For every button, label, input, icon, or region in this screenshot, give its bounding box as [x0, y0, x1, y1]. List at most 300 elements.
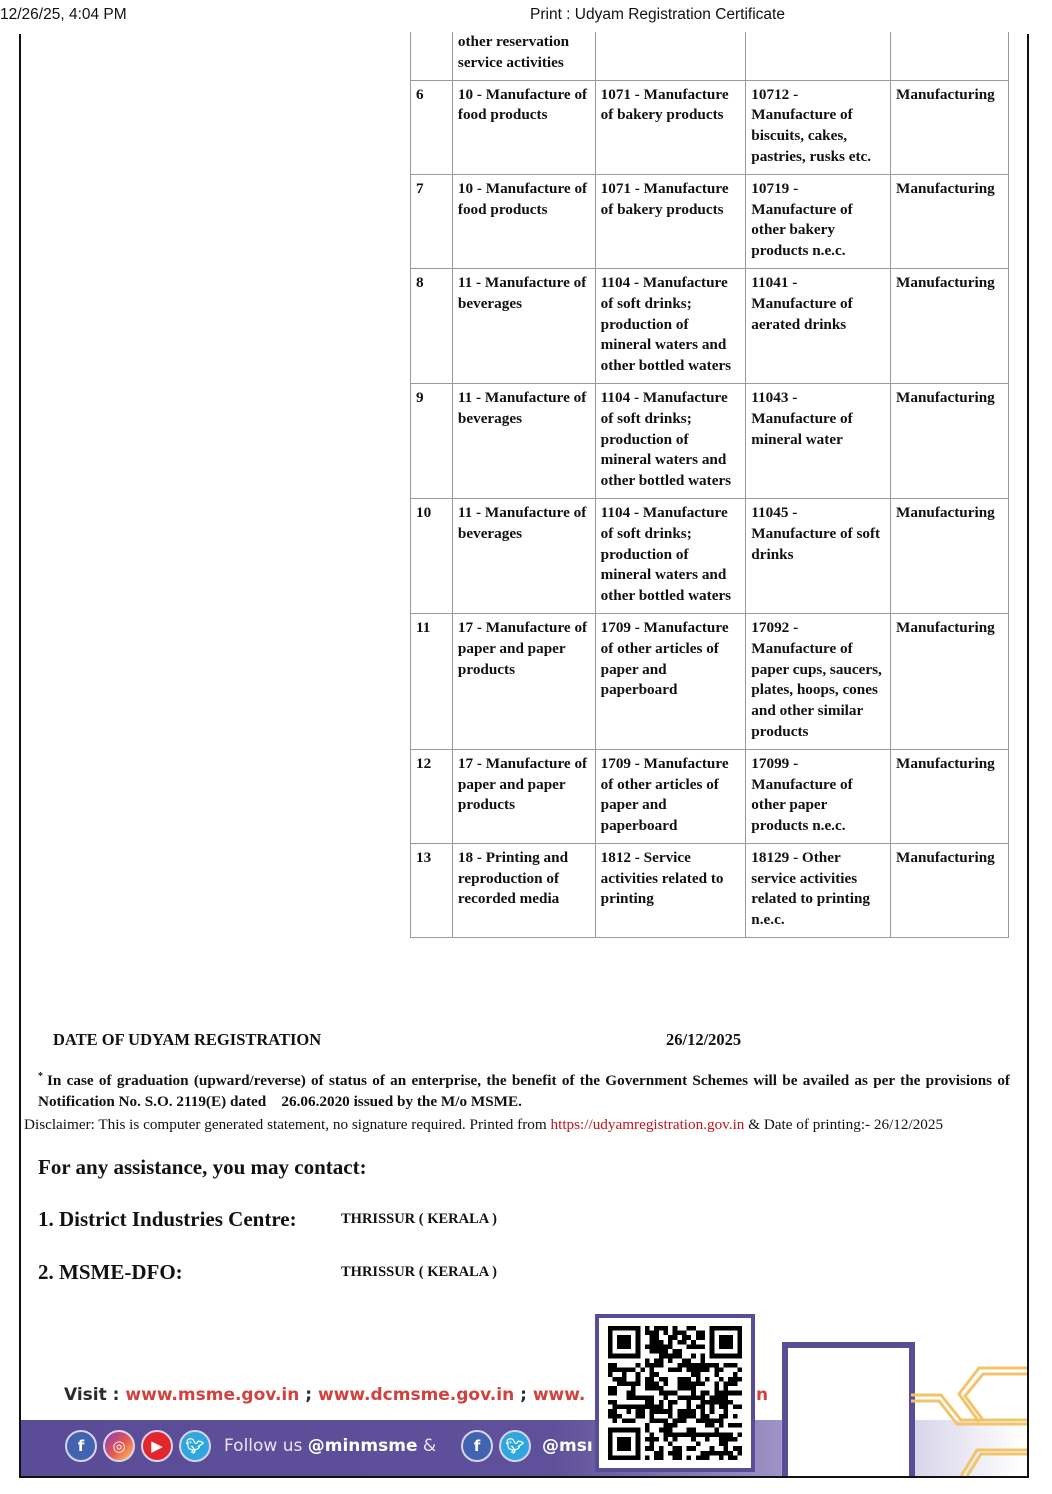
qr-module	[631, 1395, 636, 1400]
table-row	[411, 174, 1009, 268]
qr-module	[696, 1335, 701, 1340]
cell-nic-5-digit: 11041 - Manufacture of aerated drinks	[746, 268, 891, 383]
qr-module	[673, 1354, 678, 1359]
qr-module	[728, 1381, 733, 1386]
qr-module	[677, 1363, 682, 1368]
qr-module	[696, 1455, 701, 1460]
qr-module	[719, 1423, 724, 1428]
qr-module	[700, 1335, 705, 1340]
third-link-tail: n	[756, 1385, 769, 1405]
qr-module	[700, 1451, 705, 1456]
qr-module	[696, 1363, 701, 1368]
cell-sno: 8	[411, 268, 453, 383]
cell-nic-2-digit: 10 - Manufacture of food products	[452, 174, 595, 268]
contact-value: THRISSUR ( KERALA )	[341, 1211, 497, 1227]
qr-module	[733, 1377, 738, 1382]
qr-module	[659, 1428, 664, 1433]
qr-module	[696, 1372, 701, 1377]
qr-module	[608, 1372, 613, 1377]
qr-module	[691, 1437, 696, 1442]
qr-module	[636, 1405, 641, 1410]
qr-module	[640, 1414, 645, 1419]
qr-module	[650, 1400, 655, 1405]
qr-module	[654, 1381, 659, 1386]
qr-module	[710, 1405, 715, 1410]
qr-module	[719, 1395, 724, 1400]
qr-module	[733, 1455, 738, 1460]
qr-module	[677, 1395, 682, 1400]
qr-module	[613, 1391, 618, 1396]
qr-module	[613, 1386, 618, 1391]
qr-module	[668, 1405, 673, 1410]
qr-module	[700, 1395, 705, 1400]
qr-module	[700, 1331, 705, 1336]
cell-activity: Manufacturing	[891, 383, 1009, 498]
qr-module	[687, 1414, 692, 1419]
qr-module	[682, 1395, 687, 1400]
qr-module	[617, 1405, 622, 1410]
table-row	[411, 268, 1009, 383]
qr-module	[608, 1409, 613, 1414]
qr-module	[710, 1446, 715, 1451]
qr-module	[687, 1368, 692, 1373]
qr-module	[626, 1395, 631, 1400]
qr-module	[724, 1386, 729, 1391]
qr-module	[705, 1363, 710, 1368]
qr-module	[663, 1354, 668, 1359]
qr-module	[659, 1340, 664, 1345]
follow-prefix: Follow us	[224, 1436, 308, 1456]
qr-module	[636, 1363, 641, 1368]
qr-module	[650, 1386, 655, 1391]
qr-module	[714, 1372, 719, 1377]
qr-module	[737, 1423, 742, 1428]
youtube-icon[interactable]: ▶	[141, 1430, 173, 1462]
table-row	[411, 498, 1009, 613]
handle-second[interactable]: @msı	[542, 1436, 593, 1456]
qr-module	[663, 1418, 668, 1423]
disclaimer-prefix: Disclaimer: This is computer generated statement, no signature required. Printed from	[24, 1116, 551, 1133]
twitter-icon[interactable]: 🐦︎	[499, 1430, 531, 1462]
cell-activity: Manufacturing	[891, 843, 1009, 937]
note-text: In case of graduation (upward/reverse) of status of an enterprise, the benefit of the Government Schemes will be availed as per the provisions of Notification No. S.O. 2119(E) dated 26.06.2020 issued by the M/o MSME.	[38, 1072, 1010, 1110]
cell-activity: Manufacturing	[891, 498, 1009, 613]
qr-module	[677, 1331, 682, 1336]
cell-nic-4-digit: 1071 - Manufacture of bakery products	[595, 80, 746, 174]
qr-module	[677, 1409, 682, 1414]
qr-module	[687, 1400, 692, 1405]
qr-module	[677, 1446, 682, 1451]
qr-module	[677, 1349, 682, 1354]
qr-module	[696, 1395, 701, 1400]
qr-module	[622, 1377, 627, 1382]
qr-module	[636, 1377, 641, 1382]
cell-nic-5-digit: 11043 - Manufacture of mineral water	[746, 383, 891, 498]
qr-module	[714, 1395, 719, 1400]
qr-module	[668, 1368, 673, 1373]
qr-module	[677, 1451, 682, 1456]
cell-nic-2-digit: 10 - Manufacture of food products	[452, 80, 595, 174]
qr-module	[677, 1381, 682, 1386]
cell-nic-5-digit: 11045 - Manufacture of soft drinks	[746, 498, 891, 613]
qr-module	[728, 1391, 733, 1396]
facebook-icon[interactable]: f	[65, 1430, 97, 1462]
cell-activity: Manufacturing	[891, 268, 1009, 383]
qr-module	[654, 1344, 659, 1349]
qr-module	[663, 1432, 668, 1437]
follow-us-text	[224, 1436, 436, 1456]
qr-module	[650, 1414, 655, 1419]
qr-module	[654, 1331, 659, 1336]
qr-module	[608, 1400, 613, 1405]
qr-module	[659, 1391, 664, 1396]
qr-module	[659, 1400, 664, 1405]
qr-module	[724, 1437, 729, 1442]
qr-module	[659, 1446, 664, 1451]
table-row	[411, 80, 1009, 174]
qr-module	[687, 1409, 692, 1414]
qr-module	[663, 1423, 668, 1428]
qr-module	[705, 1432, 710, 1437]
msme-footer-banner	[21, 1310, 1027, 1476]
udyam-registration-link[interactable]: https://udyamregistration.gov.in	[550, 1116, 745, 1133]
qr-module	[645, 1405, 650, 1410]
qr-module	[728, 1432, 733, 1437]
qr-module	[719, 1451, 724, 1456]
cell-sno: 12	[411, 749, 453, 843]
qr-module	[608, 1391, 613, 1396]
qr-module	[659, 1363, 664, 1368]
qr-module	[728, 1363, 733, 1368]
qr-module	[691, 1340, 696, 1345]
qr-module	[682, 1432, 687, 1437]
qr-module	[673, 1368, 678, 1373]
cell-nic-2-digit: 17 - Manufacture of paper and paper products	[452, 749, 595, 843]
qr-module	[687, 1344, 692, 1349]
link-separator: ;	[299, 1385, 318, 1405]
qr-module	[654, 1409, 659, 1414]
qr-module	[724, 1391, 729, 1396]
contact-district-industries-centre	[38, 1207, 497, 1232]
qr-module	[631, 1391, 636, 1396]
assistance-heading: For any assistance, you may contact:	[38, 1155, 367, 1179]
instagram-icon[interactable]: ◎	[103, 1430, 135, 1462]
qr-module	[631, 1405, 636, 1410]
qr-module	[626, 1391, 631, 1396]
qr-module	[659, 1354, 664, 1359]
qr-module	[696, 1381, 701, 1386]
cell-activity: Manufacturing	[891, 613, 1009, 749]
print-title: Print : Udyam Registration Certificate	[530, 6, 785, 23]
qr-module	[719, 1442, 724, 1447]
qr-module	[636, 1372, 641, 1377]
qr-module	[719, 1377, 724, 1382]
qr-module	[724, 1405, 729, 1410]
qr-module	[705, 1414, 710, 1419]
qr-module	[710, 1400, 715, 1405]
qr-module	[691, 1432, 696, 1437]
qr-module	[668, 1391, 673, 1396]
qr-module	[696, 1442, 701, 1447]
qr-finder-pattern	[719, 1335, 733, 1349]
qr-module	[714, 1428, 719, 1433]
qr-module	[710, 1395, 715, 1400]
handle-minmsme[interactable]: @minmsme	[307, 1436, 418, 1456]
qr-module	[650, 1432, 655, 1437]
qr-module	[733, 1446, 738, 1451]
qr-module	[733, 1363, 738, 1368]
qr-module	[673, 1437, 678, 1442]
qr-module	[724, 1442, 729, 1447]
hexagon-decoration-icon	[911, 1360, 1027, 1476]
qr-module	[622, 1368, 627, 1373]
qr-module	[728, 1400, 733, 1405]
qr-module	[663, 1437, 668, 1442]
cell-nic-4-digit: 1104 - Manufacture of soft drinks; production of mineral waters and other bottled waters	[595, 268, 746, 383]
cell-nic-5-digit: 10719 - Manufacture of other bakery products n.e.c.	[746, 174, 891, 268]
cell-sno: 9	[411, 383, 453, 498]
qr-module	[733, 1405, 738, 1410]
qr-module	[677, 1418, 682, 1423]
qr-module	[714, 1400, 719, 1405]
qr-module	[710, 1363, 715, 1368]
qr-module	[687, 1363, 692, 1368]
qr-module	[640, 1395, 645, 1400]
qr-module	[663, 1377, 668, 1382]
qr-module	[705, 1451, 710, 1456]
cell-nic-2-digit: 17 - Manufacture of paper and paper products	[452, 613, 595, 749]
qr-module	[663, 1428, 668, 1433]
qr-module	[622, 1418, 627, 1423]
qr-module	[650, 1418, 655, 1423]
qr-module	[710, 1432, 715, 1437]
qr-module	[719, 1368, 724, 1373]
qr-module	[654, 1451, 659, 1456]
qr-module	[622, 1405, 627, 1410]
qr-module	[645, 1395, 650, 1400]
qr-module	[626, 1409, 631, 1414]
qr-module	[687, 1358, 692, 1363]
qr-module	[673, 1331, 678, 1336]
qr-module	[700, 1414, 705, 1419]
qr-module	[677, 1368, 682, 1373]
qr-module	[691, 1363, 696, 1368]
table-row	[411, 843, 1009, 937]
qr-module	[673, 1455, 678, 1460]
qr-module	[650, 1368, 655, 1373]
qr-module	[705, 1455, 710, 1460]
cell-nic-5-digit	[746, 32, 891, 80]
qr-module	[737, 1391, 742, 1396]
nic-code-table	[410, 32, 1009, 938]
qr-code-graphic	[607, 1326, 743, 1460]
qr-module	[682, 1386, 687, 1391]
qr-module	[728, 1437, 733, 1442]
qr-module	[613, 1405, 618, 1410]
qr-module	[673, 1432, 678, 1437]
qr-module	[719, 1391, 724, 1396]
qr-module	[654, 1372, 659, 1377]
qr-module	[650, 1409, 655, 1414]
qr-module	[650, 1335, 655, 1340]
qr-module	[677, 1414, 682, 1419]
qr-module	[622, 1372, 627, 1377]
qr-module	[650, 1395, 655, 1400]
follow-and: &	[417, 1436, 437, 1456]
qr-module	[668, 1442, 673, 1447]
visit-links	[64, 1385, 585, 1405]
qr-module	[673, 1400, 678, 1405]
qr-module	[673, 1451, 678, 1456]
qr-module	[733, 1437, 738, 1442]
qr-module	[631, 1386, 636, 1391]
table-row	[411, 383, 1009, 498]
cell-sno: 6	[411, 80, 453, 174]
cell-nic-2-digit: 11 - Manufacture of beverages	[452, 268, 595, 383]
qr-module	[696, 1331, 701, 1336]
qr-module	[705, 1423, 710, 1428]
qr-module	[687, 1326, 692, 1331]
qr-module	[714, 1451, 719, 1456]
qr-module	[691, 1428, 696, 1433]
qr-module	[710, 1423, 715, 1428]
qr-module	[613, 1377, 618, 1382]
qr-module	[696, 1377, 701, 1382]
disclaimer-suffix: & Date of printing:- 26/12/2025	[744, 1116, 944, 1133]
qr-module	[724, 1446, 729, 1451]
qr-module	[691, 1446, 696, 1451]
qr-module	[682, 1331, 687, 1336]
cell-sno: 7	[411, 174, 453, 268]
qr-module	[691, 1395, 696, 1400]
qr-module	[617, 1414, 622, 1419]
qr-module	[724, 1395, 729, 1400]
qr-module	[714, 1391, 719, 1396]
qr-module	[626, 1405, 631, 1410]
cell-nic-5-digit: 17092 - Manufacture of paper cups, saucers, plates, hoops, cones and other similar products	[746, 613, 891, 749]
qr-module	[668, 1451, 673, 1456]
qr-module	[719, 1437, 724, 1442]
qr-module	[668, 1432, 673, 1437]
qr-module	[654, 1335, 659, 1340]
qr-module	[705, 1377, 710, 1382]
qr-module	[737, 1368, 742, 1373]
qr-module	[668, 1358, 673, 1363]
qr-module	[705, 1418, 710, 1423]
qr-module	[650, 1344, 655, 1349]
qr-module	[728, 1455, 733, 1460]
qr-module	[673, 1418, 678, 1423]
qr-module	[663, 1326, 668, 1331]
facebook-icon[interactable]: f	[461, 1430, 493, 1462]
cell-nic-5-digit: 17099 - Manufacture of other paper products n.e.c.	[746, 749, 891, 843]
qr-module	[650, 1442, 655, 1447]
qr-module	[650, 1437, 655, 1442]
cell-activity	[891, 32, 1009, 80]
cell-nic-5-digit: 18129 - Other service activities related to printing n.e.c.	[746, 843, 891, 937]
cell-sno: 11	[411, 613, 453, 749]
cell-sno: 10	[411, 498, 453, 613]
qr-module	[691, 1386, 696, 1391]
qr-module	[710, 1451, 715, 1456]
qr-module	[650, 1377, 655, 1382]
qr-module	[631, 1368, 636, 1373]
qr-module	[626, 1381, 631, 1386]
qr-module	[608, 1414, 613, 1419]
qr-module	[654, 1386, 659, 1391]
qr-module	[608, 1368, 613, 1373]
qr-module	[673, 1446, 678, 1451]
qr-module	[691, 1391, 696, 1396]
cell-sno	[411, 32, 453, 80]
contact-label: 2. MSME-DFO:	[38, 1260, 183, 1284]
qr-module	[705, 1368, 710, 1373]
qr-module	[687, 1381, 692, 1386]
qr-module	[668, 1344, 673, 1349]
qr-module	[691, 1381, 696, 1386]
qr-module	[714, 1386, 719, 1391]
cell-nic-5-digit: 10712 - Manufacture of biscuits, cakes, pastries, rusks etc.	[746, 80, 891, 174]
qr-module	[650, 1331, 655, 1336]
qr-module	[636, 1414, 641, 1419]
qr-module	[659, 1455, 664, 1460]
third-link[interactable]: www.	[532, 1385, 586, 1405]
qr-module	[691, 1354, 696, 1359]
qr-module	[663, 1381, 668, 1386]
cell-activity: Manufacturing	[891, 749, 1009, 843]
cell-nic-4-digit: 1709 - Manufacture of other articles of paper and paperboard	[595, 613, 746, 749]
twitter-icon[interactable]: 🐦︎	[179, 1430, 211, 1462]
qr-module	[636, 1381, 641, 1386]
qr-module	[682, 1414, 687, 1419]
qr-module	[668, 1414, 673, 1419]
qr-module	[668, 1409, 673, 1414]
qr-module	[659, 1344, 664, 1349]
dcmsme-link[interactable]: www.dcmsme.gov.in	[318, 1385, 515, 1405]
qr-module	[696, 1344, 701, 1349]
cell-activity: Manufacturing	[891, 80, 1009, 174]
qr-module	[719, 1405, 724, 1410]
qr-module	[719, 1432, 724, 1437]
qr-module	[677, 1432, 682, 1437]
qr-module	[673, 1391, 678, 1396]
qr-module	[673, 1326, 678, 1331]
qr-module	[696, 1432, 701, 1437]
qr-module	[654, 1326, 659, 1331]
qr-module	[668, 1340, 673, 1345]
cell-nic-2-digit: other reservation service activities	[452, 32, 595, 80]
qr-module	[659, 1451, 664, 1456]
qr-module	[733, 1372, 738, 1377]
qr-module	[673, 1423, 678, 1428]
cell-nic-4-digit	[595, 32, 746, 80]
qr-module	[705, 1400, 710, 1405]
qr-module	[691, 1414, 696, 1419]
qr-module	[700, 1368, 705, 1373]
qr-module	[719, 1455, 724, 1460]
cell-nic-4-digit: 1104 - Manufacture of soft drinks; production of mineral waters and other bottled waters	[595, 383, 746, 498]
qr-module	[645, 1455, 650, 1460]
msme-link[interactable]: www.msme.gov.in	[125, 1385, 300, 1405]
qr-module	[613, 1409, 618, 1414]
qr-module	[659, 1409, 664, 1414]
cell-activity: Manufacturing	[891, 174, 1009, 268]
qr-module	[673, 1335, 678, 1340]
cell-nic-2-digit: 11 - Manufacture of beverages	[452, 498, 595, 613]
qr-module	[677, 1377, 682, 1382]
qr-module	[700, 1409, 705, 1414]
qr-finder-pattern	[617, 1335, 631, 1349]
